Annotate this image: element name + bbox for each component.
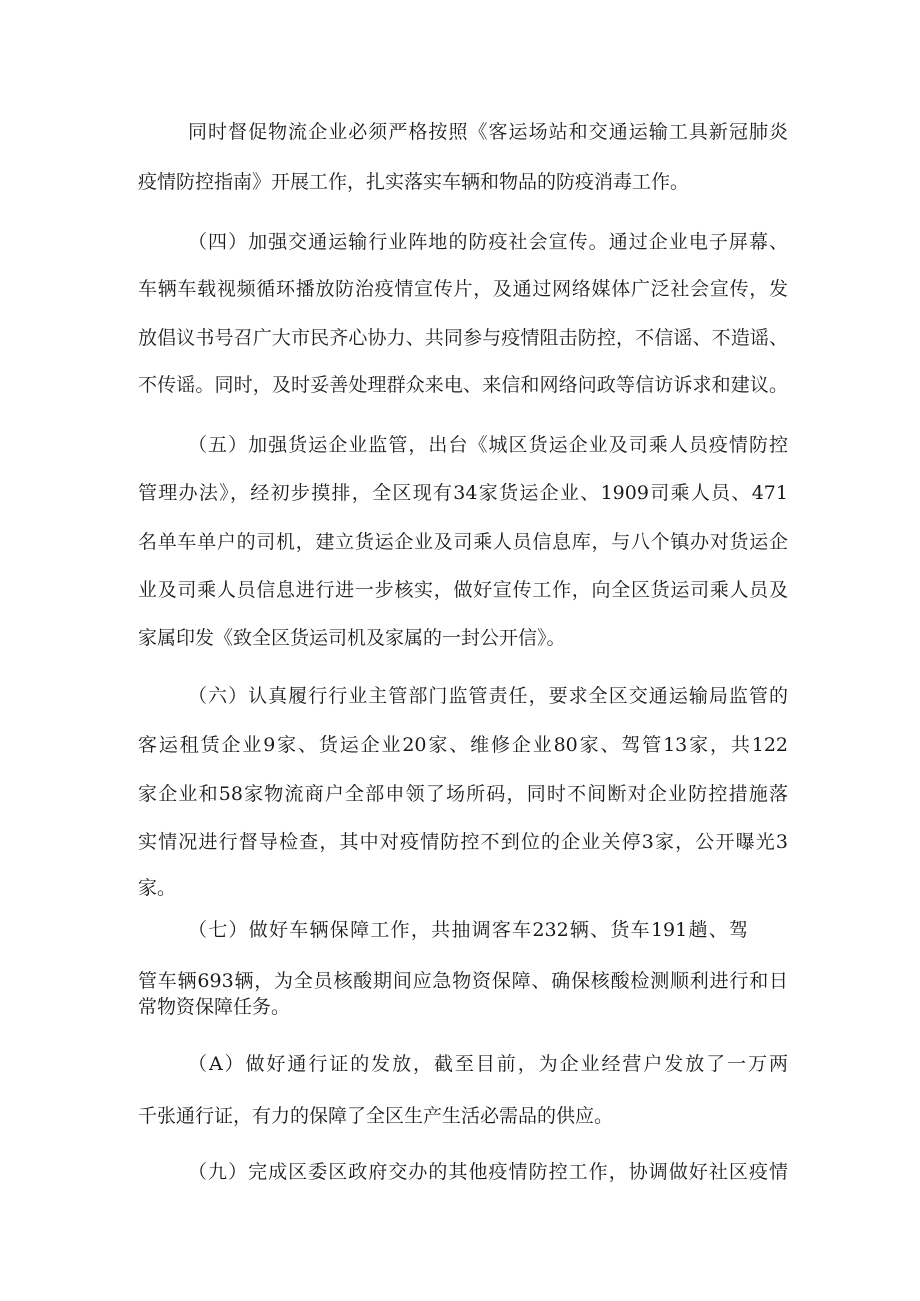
paragraph-line: （六）认真履行行业主管部门监管责任，要求全区交通运输局监管的 (188, 685, 788, 707)
paragraph-line: 常物资保障任务。 (138, 996, 291, 1018)
paragraph-line: 客运租赁企业9家、货运企业20家、维修企业80家、驾管13家，共122 (138, 734, 788, 756)
paragraph-line: 名单车单户的司机，建立货运企业及司乘人员信息库，与八个镇办对货运企 (138, 531, 788, 553)
paragraph-line: （五）加强货运企业监管，出台《城区货运企业及司乘人员疫情防控 (188, 434, 788, 456)
paragraph-line: 放倡议书号召广大市民齐心协力、共同参与疫情阻击防控，不信谣、不造谣、 (138, 327, 788, 349)
paragraph-line: 管车辆693辆，为全员核酸期间应急物资保障、确保核酸检测顺利进行和日 (138, 970, 788, 992)
paragraph-line: 千张通行证，有力的保障了全区生产生活必需品的供应。 (138, 1105, 614, 1127)
paragraph-line: 疫情防控指南》开展工作，扎实落实车辆和物品的防疫消毒工作。 (138, 171, 690, 193)
paragraph-line: （七）做好车辆保障工作，共抽调客车232辆、货车191趟、驾 (188, 919, 748, 941)
paragraph-line: 不传谣。同时，及时妥善处理群众来电、来信和网络问政等信访诉求和建议。 (138, 374, 788, 396)
paragraph-line: （九）完成区委区政府交办的其他疫情防控工作，协调做好社区疫情 (188, 1161, 788, 1183)
paragraph-line: 车辆车载视频循环播放防治疫情宣传片，及通过网络媒体广泛社会宣传，发 (138, 278, 788, 300)
paragraph-line: 管理办法》，经初步摸排，全区现有34家货运企业、1909司乘人员、471 (138, 482, 788, 504)
paragraph-line: 业及司乘人员信息进行进一步核实，做好宣传工作，向全区货运司乘人员及 (138, 579, 788, 601)
paragraph-line: （A）做好通行证的发放，截至目前，为企业经营户发放了一万两 (188, 1053, 788, 1075)
paragraph-line: （四）加强交通运输行业阵地的防疫社会宣传。通过企业电子屏幕、 (188, 231, 788, 253)
paragraph-line: 家属印发《致全区货运司机及家属的一封公开信》。 (138, 627, 566, 649)
paragraph-line: 家企业和58家物流商户全部申领了场所码，同时不间断对企业防控措施落 (138, 783, 788, 805)
paragraph-line: 家。 (138, 877, 177, 899)
paragraph-line: 同时督促物流企业必须严格按照《客运场站和交通运输工具新冠肺炎 (188, 121, 788, 143)
paragraph-line: 实情况进行督导检查，其中对疫情防控不到位的企业关停3家，公开曝光3 (138, 831, 788, 853)
